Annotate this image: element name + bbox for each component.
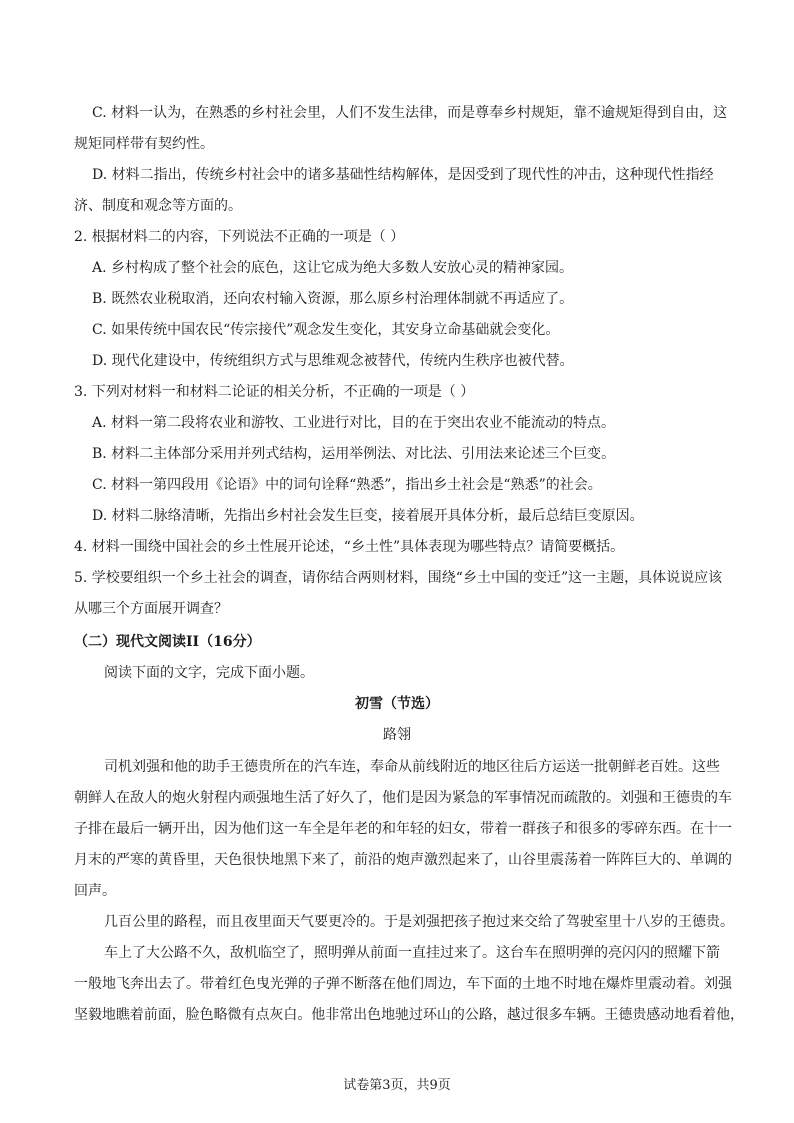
story-paragraph-line: 朝鲜人在敌人的炮火射程内顽强地生活了好久了，他们是因为紧急的军事情况而疏散的。刘强和王德贵的车 xyxy=(74,790,732,806)
question-4-stem: 4. 材料一围绕中国社会的乡土性展开论述，“乡土性”具体表现为哪些特点？请简要概括。 xyxy=(74,539,625,555)
question-5-line2: 从哪三个方面展开调查？ xyxy=(74,601,228,617)
question-2-stem: 2. 根据材料二的内容，下列说法不正确的一项是（ ） xyxy=(74,229,405,245)
option-d-line1: D. 材料二指出，传统乡村社会中的诸多基础性结构解体，是因受到了现代性的冲击，这种现代性指经 xyxy=(92,167,714,183)
story-paragraph-line: 车上了大公路不久，敌机临空了，照明弹从前面一直挂过来了。这台车在照明弹的亮闪闪的照耀下箭 xyxy=(104,945,720,961)
question-3-option-a: A. 材料一第二段将农业和游牧、工业进行对比，目的在于突出农业不能流动的特点。 xyxy=(92,415,616,431)
story-paragraph-line: 坚毅地瞧着前面，脸色略微有点灰白。他非常出色地驰过环山的公路，越过很多车辆。王德贵感动地看着他， xyxy=(74,1007,744,1023)
question-5-line1: 5. 学校要组织一个乡土社会的调查，请你结合两则材料，围绕“乡土中国的变迁”这一主题，具体说说应该 xyxy=(74,570,723,586)
question-2-option-d: D. 现代化建设中，传统组织方式与思维观念被替代，传统内生秩序也被代替。 xyxy=(92,353,574,369)
option-d-line2: 济、制度和观念等方面的。 xyxy=(74,198,242,214)
story-paragraph-line: 月末的严寒的黄昏里，天色很快地黑下来了，前沿的炮声激烈起来了，山谷里震荡着一阵阵巨大的、单调的 xyxy=(74,852,732,868)
option-c-line1: C. 材料一认为，在熟悉的乡村社会里，人们不发生法律，而是尊奉乡村规矩，靠不逾规矩得到自由，这 xyxy=(92,105,728,121)
question-2-option-c: C. 如果传统中国农民“传宗接代”观念发生变化，其安身立命基础就会变化。 xyxy=(92,322,560,338)
question-3-option-c: C. 材料一第四段用《论语》中的词句诠释“熟悉”，指出乡土社会是“熟悉”的社会。 xyxy=(92,477,602,493)
question-2-option-a: A. 乡村构成了整个社会的底色，这让它成为绝大多数人安放心灵的精神家园。 xyxy=(92,260,574,276)
story-paragraph-line: 子排在最后一辆开出，因为他们这一车全是年老的和年轻的妇女，带着一群孩子和很多的零碎东西。在十一 xyxy=(74,821,732,837)
section-instruction: 阅读下面的文字，完成下面小题。 xyxy=(104,665,314,681)
story-paragraph-line: 几百公里的路程，而且夜里面天气要更冷的。于是刘强把孩子抱过来交给了驾驶室里十八岁的王德贵。 xyxy=(104,914,734,930)
section-heading: （二）现代文阅读II（16分） xyxy=(74,634,261,650)
story-paragraph-line: 一般地飞奔出去了。带着红色曳光弹的子弹不断落在他们周边，车下面的土地不时地在爆炸里震动着。刘强 xyxy=(74,976,732,992)
question-3-option-d: D. 材料二脉络清晰，先指出乡村社会发生巨变，接着展开具体分析，最后总结巨变原因。 xyxy=(92,508,644,524)
question-3-stem: 3. 下列对材料一和材料二论证的相关分析，不正确的一项是（ ） xyxy=(74,384,475,400)
story-paragraph-line: 回声。 xyxy=(74,883,116,899)
option-c-line2: 规矩同样带有契约性。 xyxy=(74,136,214,152)
question-2-option-b: B. 既然农业税取消，还向农村输入资源，那么原乡村治理体制就不再适应了。 xyxy=(92,291,574,307)
story-title: 初雪（节选） xyxy=(355,696,439,712)
story-author: 路翎 xyxy=(383,727,411,743)
question-3-option-b: B. 材料二主体部分采用并列式结构，运用举例法、对比法、引用法来论述三个巨变。 xyxy=(92,446,616,462)
story-paragraph-line: 司机刘强和他的助手王德贵所在的汽车连，奉命从前线附近的地区往后方运送一批朝鲜老百姓。这些 xyxy=(104,759,720,775)
page-footer: 试卷第3页，共9页 xyxy=(343,1078,451,1093)
